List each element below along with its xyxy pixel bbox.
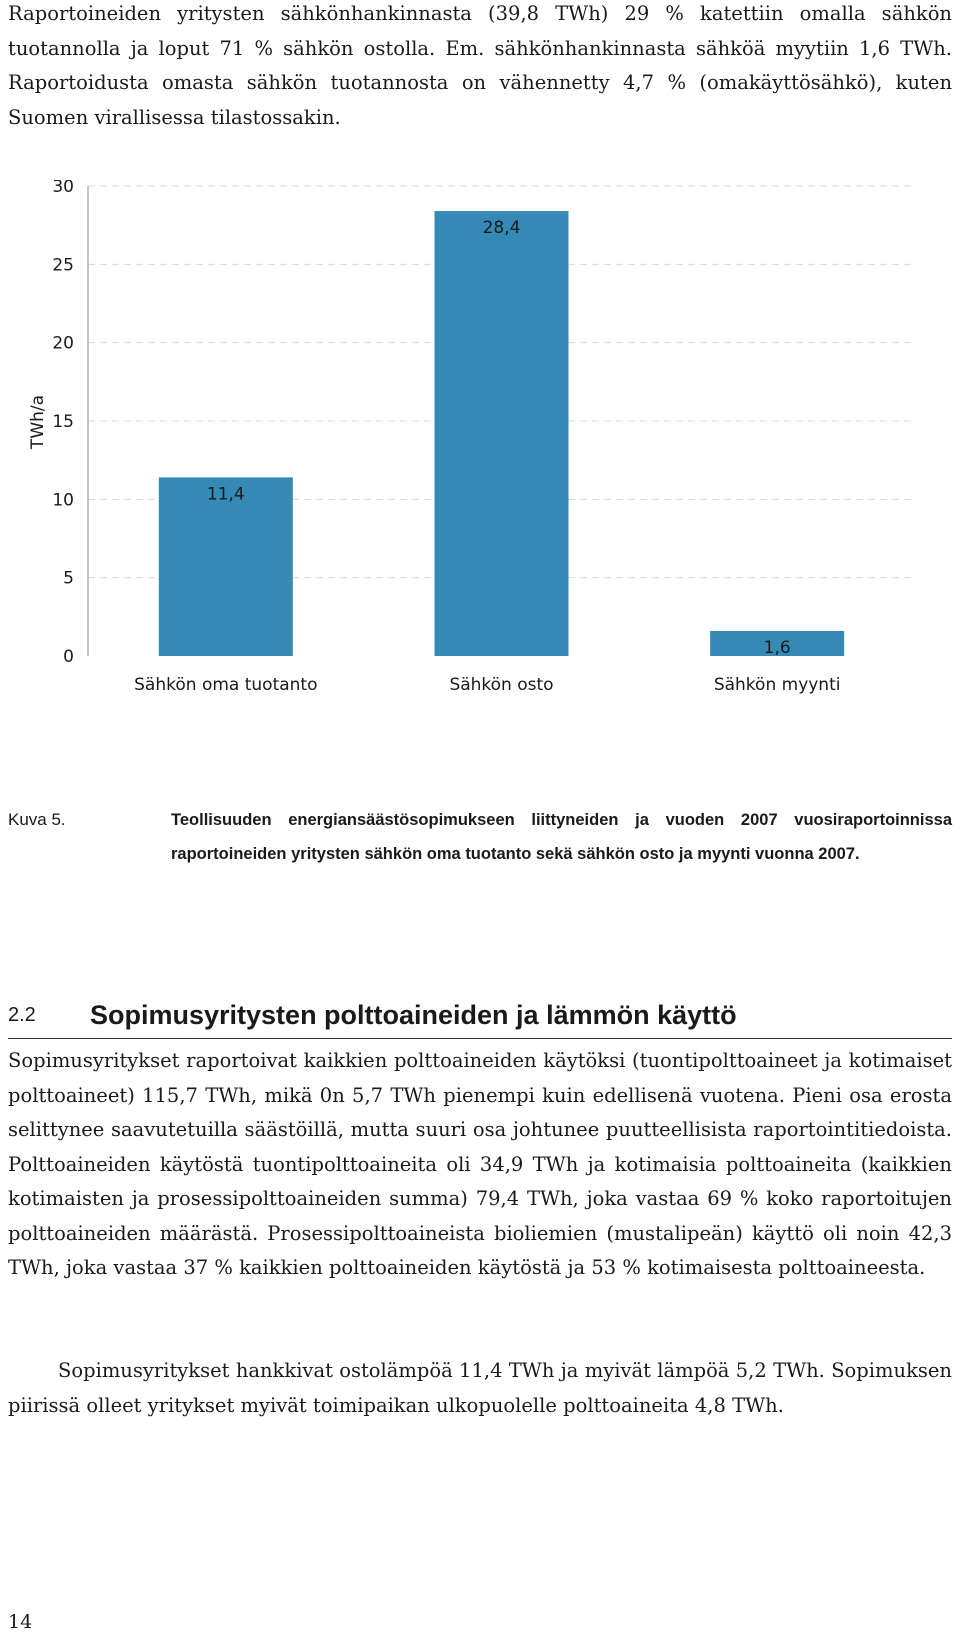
electricity-bar-chart (0, 180, 960, 740)
section-number: 2.2 (8, 1004, 36, 1026)
y-tick-label: 20 (52, 333, 74, 354)
x-category-label: Sähkön osto (449, 675, 554, 695)
chart-y-ticks (52, 180, 74, 667)
section-title: Sopimusyritysten polttoaineiden ja lämmön käyttö (90, 1000, 737, 1030)
section-heading (8, 1000, 952, 1039)
y-tick-label: 0 (63, 647, 74, 667)
bar (435, 211, 569, 656)
chart-x-labels (134, 675, 840, 695)
caption-label: Kuva 5. (8, 810, 66, 829)
body-paragraph: Sopimusyritykset hankkivat ostolämpöä 11,4 TWh ja myivät lämpöä 5,2 TWh. Sopimuksen piirissä olleet yritykset myivät toimipaikan ulkopuolelle polttoaineita 4,8 TWh. (8, 1359, 952, 1417)
caption-text: Teollisuuden energiansäästösopimukseen liittyneiden ja vuoden 2007 vuosiraportoinnissa raportoineiden yritysten sähkön oma tuotanto sekä sähkön osto ja myynti vuonna 2007. (171, 811, 952, 863)
y-tick-label: 10 (52, 490, 74, 511)
intro-paragraph: Raportoineiden yritysten sähkönhankinnasta (39,8 TWh) 29 % katettiin omalla sähkön tuotannolla ja loput 71 % sähkön ostolla. Em. sähkönhankinnasta sähköä myytiin 1,6 TWh. Raportoidusta omasta sähkön tuotannosta on vähennetty 4,7 % (omakäyttösähkö), kuten Suomen virallisessa tilastossakin. (8, 2, 952, 129)
y-tick-label: 15 (52, 412, 74, 432)
x-category-label: Sähkön oma tuotanto (134, 675, 318, 695)
y-tick-label: 30 (52, 180, 74, 197)
body-paragraph: Sopimusyritykset raportoivat kaikkien polttoaineiden käytöksi (tuontipolttoaineet ja kotimaiset polttoaineet) 115,7 TWh, mikä 0n 5,7 TWh pienempi kuin edellisenä vuotena. Pieni osa erosta selittynee saavutetuilla säästöillä, mutta suuri osa johtunee puutteellisista raportointitiedoista. Polttoaineiden käytöstä tuontipolttoaineita oli 34,9 TWh ja kotimaisia polttoaineita (kaikkien kotimaisten ja prosessipolttoaineiden summa) 79,4 TWh, joka vastaa 69 % koko raportoitujen polttoaineiden määrästä. Prosessipolttoaineista bioliemien (mustalipeän) käyttö oli noin 42,3 TWh, joka vastaa 37 % kaikkien polttoaineiden käytöstä ja 53 % kotimaisesta polttoaineesta. (8, 1049, 952, 1279)
chart-bars (159, 211, 844, 658)
x-category-label: Sähkön myynti (713, 675, 841, 695)
chart-y-axis-title: TWh/a (28, 394, 48, 450)
bar-value-label: 11,4 (206, 484, 245, 505)
bar-value-label: 1,6 (763, 637, 791, 658)
y-tick-label: 5 (63, 568, 74, 589)
y-tick-label: 25 (52, 255, 74, 276)
page-number: 14 (8, 1611, 33, 1633)
bar-value-label: 28,4 (482, 218, 521, 239)
